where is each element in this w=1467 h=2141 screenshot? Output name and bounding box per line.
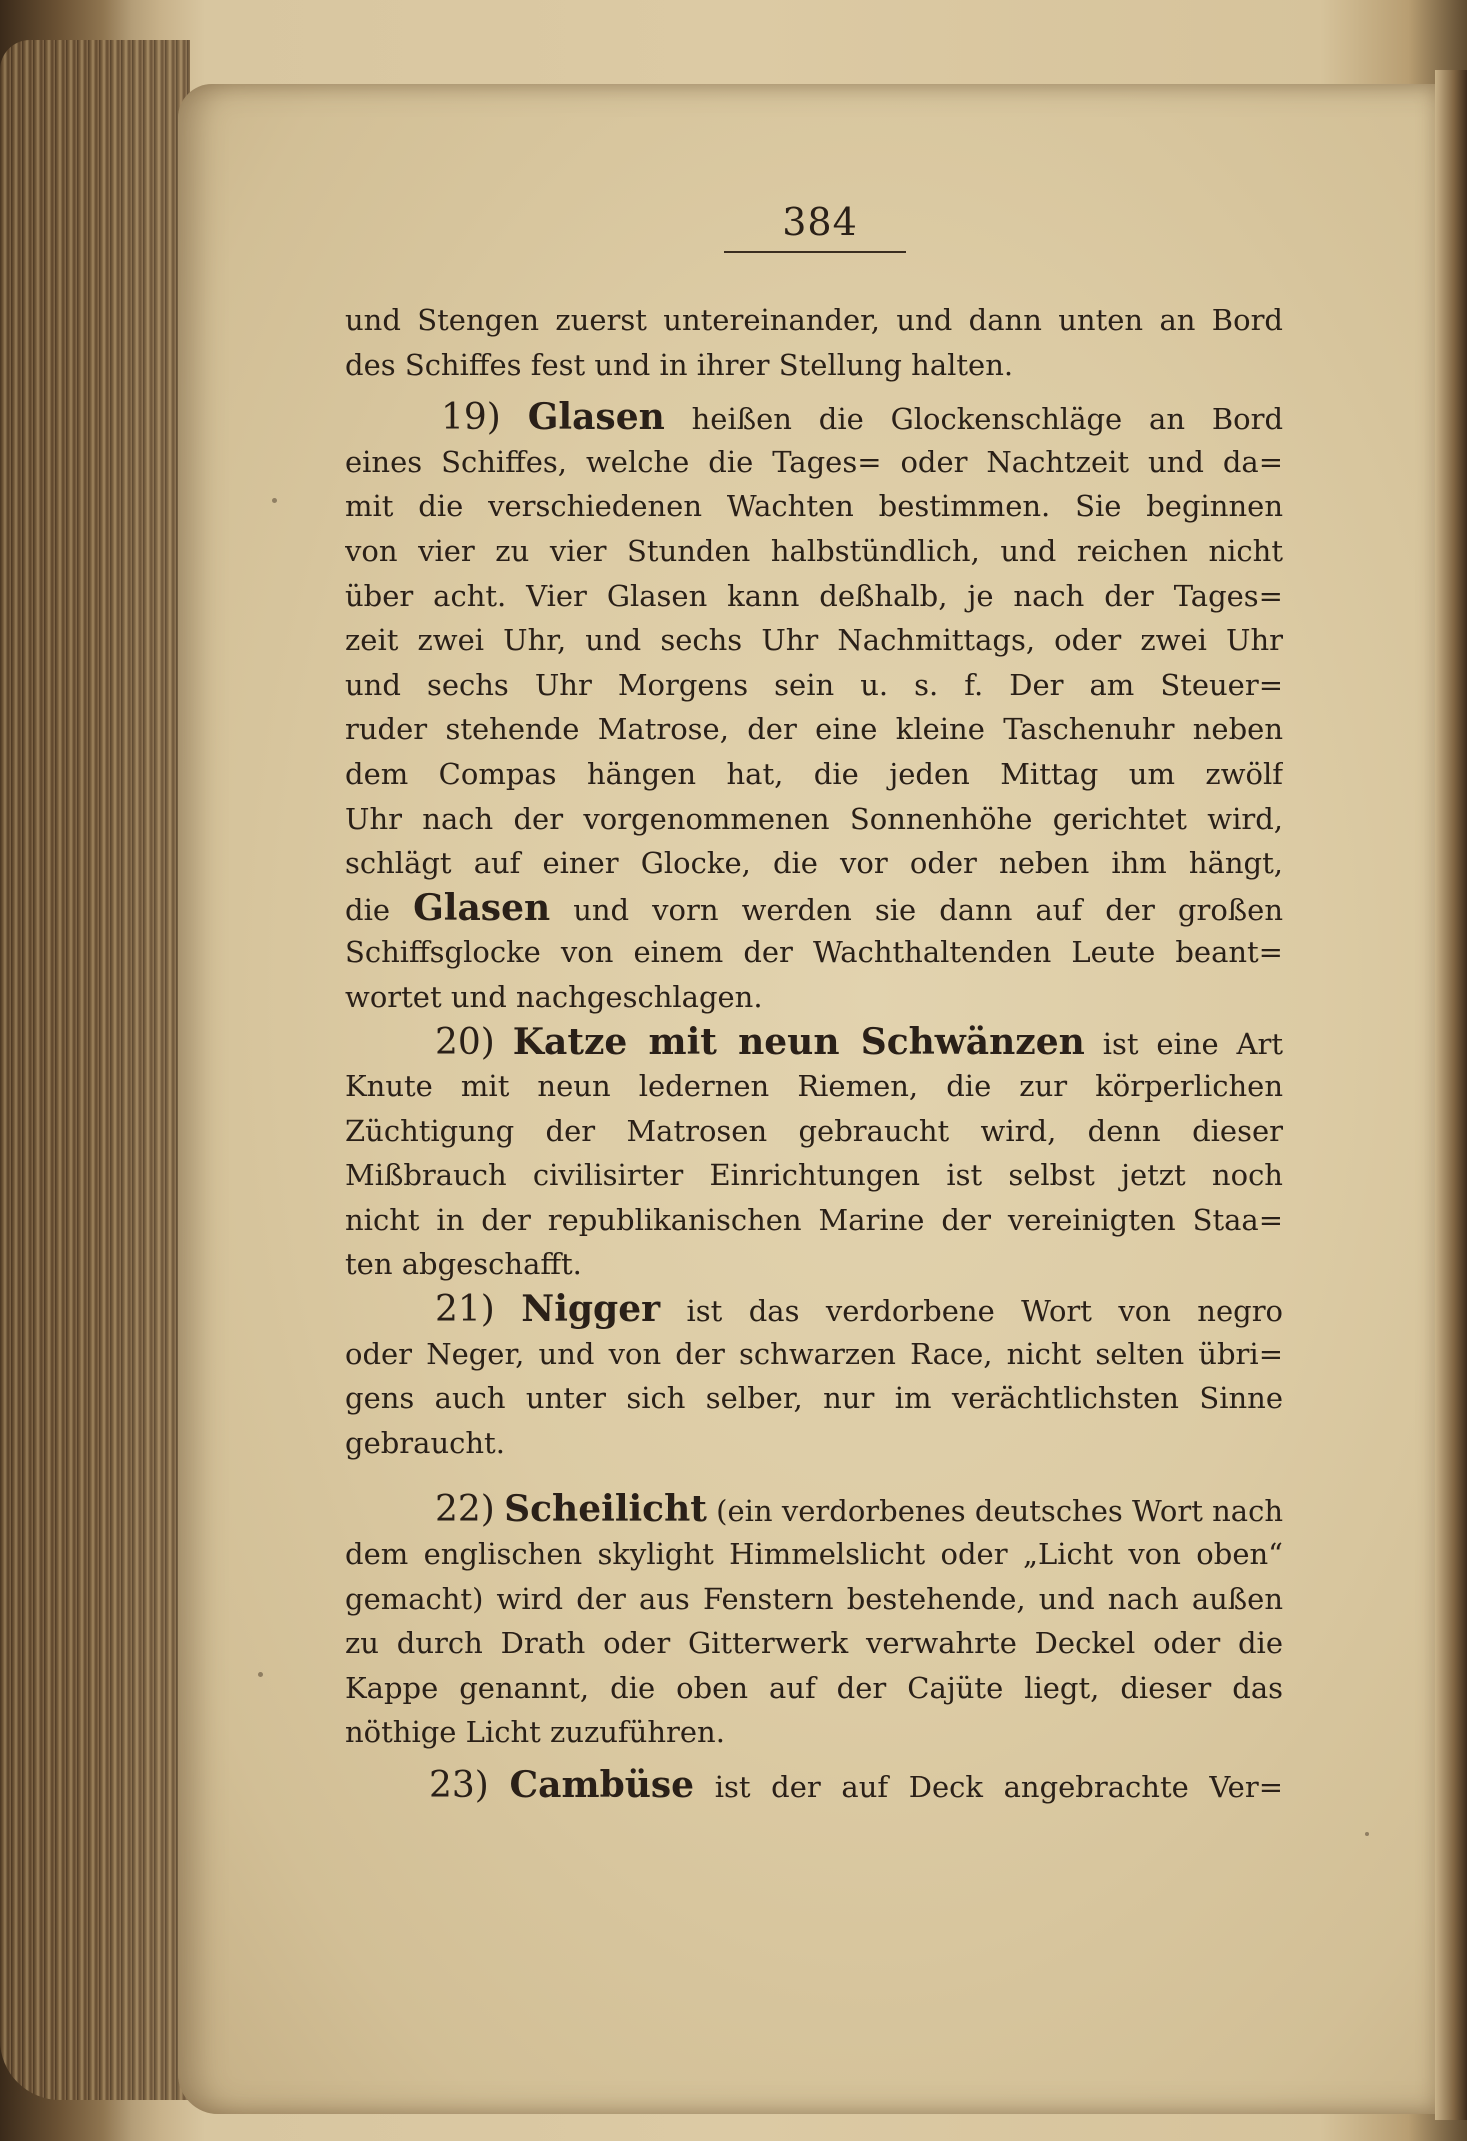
text-line — [345, 1153, 1283, 1198]
text-line — [345, 1064, 1283, 1109]
body-text — [345, 298, 1283, 1808]
line-text: gens auch unter sich selber, nur im verächtlichsten Sinne — [345, 1381, 1283, 1416]
glossary-term: Cambüse — [509, 1764, 695, 1806]
line-text: (ein verdorbenes deutsches Wort nach — [716, 1494, 1283, 1529]
text-line — [345, 663, 1283, 708]
line-text: zu durch Drath oder Gitterwerk verwahrte Deckel oder die — [345, 1626, 1283, 1661]
text-line — [345, 752, 1283, 797]
text-line — [345, 975, 1283, 1020]
entry-number: 23) — [429, 1765, 489, 1806]
text-line — [345, 1532, 1283, 1577]
line-text: Uhr nach der vorgenommenen Sonnenhöhe gerichtet wird, — [345, 801, 1283, 836]
line-text: ten abgeschafft. — [345, 1247, 582, 1282]
text-line — [345, 797, 1283, 842]
line-text: und sechs Uhr Morgens sein u. s. f. Der am Steuer= — [345, 667, 1283, 702]
glossary-term: Katze mit neun Schwänzen — [512, 1020, 1085, 1063]
entry-number: 21) — [435, 1289, 495, 1331]
line-text: von vier zu vier Stunden halbstündlich, und reichen nicht — [345, 533, 1283, 568]
text-line — [345, 1198, 1283, 1243]
line-text: dem Compas hängen hat, die jeden Mittag um zwölf — [345, 756, 1283, 791]
glossary-term: Scheilicht — [504, 1488, 707, 1531]
text-line — [345, 930, 1283, 975]
line-text: zeit zwei Uhr, und sechs Uhr Nachmittags, oder zwei Uhr — [345, 623, 1283, 658]
ink-speck — [272, 498, 277, 503]
text-line — [345, 298, 1283, 343]
line-text: dem englischen skylight Himmelslicht oder „Licht von oben“ — [345, 1537, 1283, 1572]
line-text: eines Schiffes, welche die Tages= oder Nachtzeit und da= — [345, 444, 1283, 479]
line-text: nicht in der republikanischen Marine der vereinigten Staa= — [345, 1202, 1283, 1237]
text-line — [345, 1666, 1283, 1711]
line-text: heißen die Glockenschläge an Bord — [691, 402, 1283, 437]
line-text: Mißbrauch civilisirter Einrichtungen ist selbst jetzt noch — [345, 1158, 1283, 1193]
text-line — [345, 343, 1283, 388]
line-text: Züchtigung der Matrosen gebraucht wird, denn dieser — [345, 1113, 1283, 1148]
line-text: ist der auf Deck angebrachte Ver= — [714, 1770, 1283, 1804]
header-rule — [724, 251, 906, 253]
text-line — [345, 1577, 1283, 1622]
line-text: wortet und nachgeschlagen. — [345, 979, 763, 1014]
text-line — [345, 1487, 1283, 1532]
text-line — [345, 841, 1283, 886]
glossary-term: Nigger — [521, 1288, 661, 1331]
line-text: Kappe genannt, die oben auf der Cajüte liegt, dieser das — [345, 1670, 1283, 1705]
entry-number: 19) — [441, 397, 501, 439]
text-line — [345, 484, 1283, 529]
entry-number: 22) — [435, 1489, 495, 1531]
line-text: ruder stehende Matrose, der eine kleine Taschenuhr neben — [345, 712, 1283, 747]
text-line — [345, 1109, 1283, 1154]
glossary-term: Glasen — [527, 396, 665, 439]
paragraph-gap — [345, 1465, 1283, 1487]
line-text: oder Neger, und von der schwarzen Race, nicht selten übri= — [345, 1336, 1283, 1371]
text-line — [345, 395, 1283, 440]
line-text: ist das verdorbene Wort von negro — [686, 1294, 1283, 1329]
line-text: und vorn werden sie dann auf der großen — [573, 892, 1283, 927]
ink-speck — [258, 1672, 263, 1677]
text-line — [345, 1376, 1283, 1421]
page-header — [0, 200, 1467, 244]
text-line — [345, 886, 1283, 931]
line-text: Schiffsglocke von einem der Wachthaltenden Leute beant= — [345, 935, 1283, 970]
line-text: schlägt auf einer Glocke, die vor oder neben ihm hängt, — [345, 846, 1283, 881]
page-edges — [0, 40, 190, 2100]
line-text: mit die verschiedenen Wachten bestimmen. Sie beginnen — [345, 489, 1283, 524]
text-line — [345, 1242, 1283, 1287]
paragraph-gap — [345, 1755, 1283, 1763]
line-text: des Schiffes fest und in ihrer Stellung halten. — [345, 347, 1014, 382]
line-text: gebraucht. — [345, 1425, 505, 1460]
line-text: und Stengen zuerst untereinander, und dann unten an Bord — [345, 303, 1283, 337]
text-line — [345, 1421, 1283, 1466]
text-line — [345, 1020, 1283, 1065]
line-text: Knute mit neun ledernen Riemen, die zur körperlichen — [345, 1069, 1283, 1104]
text-line — [345, 574, 1283, 619]
ink-speck — [1365, 1832, 1369, 1836]
text-line — [345, 440, 1283, 485]
line-text: nöthige Licht zuzuführen. — [345, 1715, 725, 1750]
line-prefix: die — [345, 892, 391, 927]
text-line — [345, 1710, 1283, 1755]
text-line — [345, 529, 1283, 574]
book-spine-edge — [1435, 70, 1467, 2120]
paragraph-gap — [345, 387, 1283, 395]
line-text: über acht. Vier Glasen kann deßhalb, je nach der Tages= — [345, 578, 1283, 613]
text-line — [345, 1621, 1283, 1666]
glossary-term: Glasen — [413, 886, 551, 929]
entry-number: 20) — [435, 1021, 495, 1063]
line-text: gemacht) wird der aus Fenstern bestehende, und nach außen — [345, 1581, 1283, 1616]
text-line — [345, 1763, 1283, 1808]
line-text: ist eine Art — [1102, 1026, 1283, 1061]
text-line — [345, 618, 1283, 663]
page-number: 384 — [782, 200, 858, 244]
text-line — [345, 1287, 1283, 1332]
text-line — [345, 707, 1283, 752]
text-line — [345, 1332, 1283, 1377]
